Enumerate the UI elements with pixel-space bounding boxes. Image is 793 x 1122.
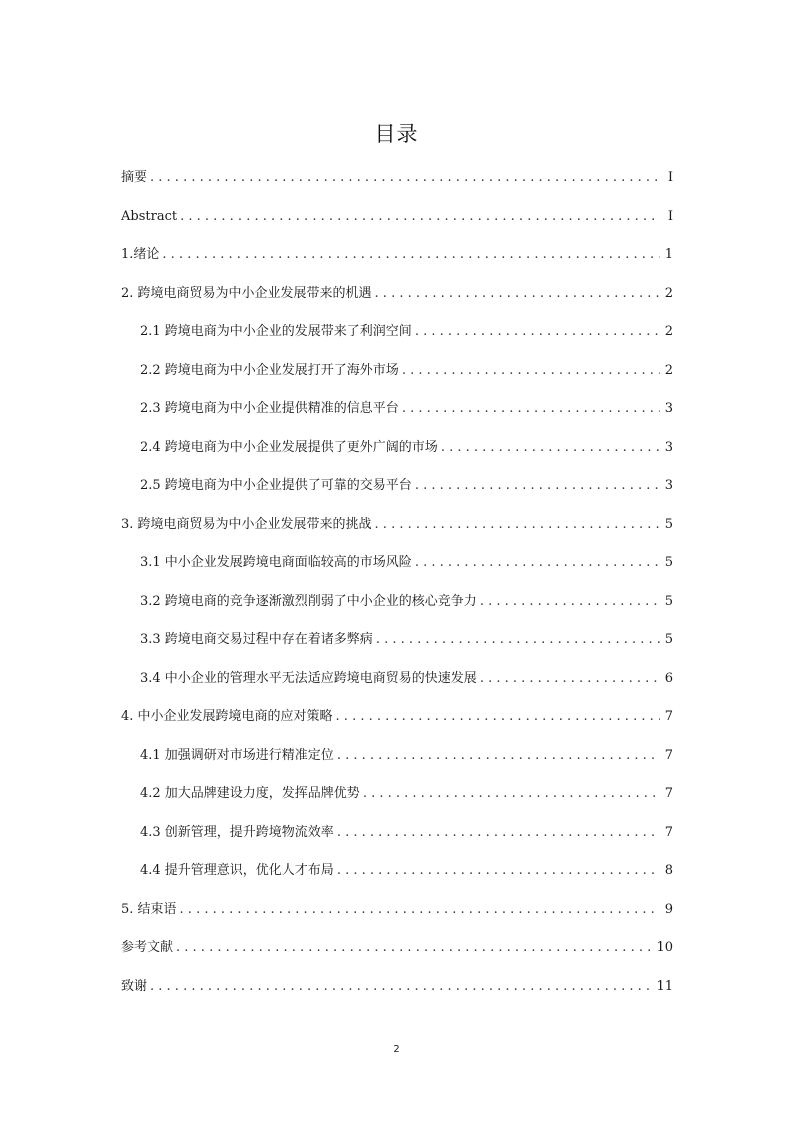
toc-leader-dots	[150, 972, 653, 1002]
toc-entry-label: 5. 结束语	[121, 901, 177, 917]
toc-leader-dots	[180, 202, 660, 232]
toc-leader-dots	[415, 471, 660, 501]
toc-entry-page: 7	[664, 709, 673, 724]
toc-entry-label: 3.2 跨境电商的竞争逐渐激烈削弱了中小企业的核心竞争力	[140, 593, 477, 609]
toc-entry-3[interactable]	[121, 510, 673, 549]
toc-title: 目录	[374, 122, 419, 146]
toc-entry-label: 4.3 创新管理，提升跨境物流效率	[140, 824, 334, 840]
toc-entry-label: 4. 中小企业发展跨境电商的应对策略	[121, 709, 333, 724]
table-of-contents	[121, 163, 673, 1010]
toc-entry-label: Abstract	[121, 208, 178, 224]
toc-entry-label: 摘要	[121, 170, 148, 185]
toc-entry-label: 2.3 跨境电商为中小企业提供精准的信息平台	[140, 401, 399, 416]
toc-leader-dots	[363, 779, 660, 809]
toc-entry-label: 2.1 跨境电商为中小企业的发展带来了利润空间	[140, 324, 412, 339]
toc-entry-page: 1	[664, 247, 673, 262]
toc-entry-page: 7	[664, 824, 673, 840]
toc-entry-4[interactable]	[121, 702, 673, 741]
toc-entry-page: 5	[664, 593, 673, 609]
toc-entry-label: 4.1 加强调研对市场进行精准定位	[140, 747, 334, 763]
toc-leader-dots	[415, 317, 660, 347]
toc-leader-dots	[441, 433, 660, 463]
toc-entry-2-2[interactable]	[121, 356, 673, 395]
toc-entry-label: 参考文献	[121, 940, 174, 955]
toc-entry-page: 9	[664, 901, 673, 917]
toc-leader-dots	[150, 163, 660, 193]
toc-leader-dots	[376, 625, 660, 655]
toc-entry-label: 2. 跨境电商贸易为中小企业发展带来的机遇	[121, 285, 372, 301]
toc-entry-1[interactable]	[121, 240, 673, 279]
toc-leader-dots	[402, 394, 660, 424]
toc-entry-page: 7	[664, 747, 673, 763]
toc-entry-page: 6	[664, 670, 673, 686]
toc-entry-2-3[interactable]	[121, 394, 673, 433]
toc-leader-dots	[336, 702, 660, 732]
toc-entry-page: 2	[664, 285, 673, 301]
toc-entry-4-2[interactable]	[121, 779, 673, 818]
toc-leader-dots	[415, 548, 660, 578]
toc-entry-2-1[interactable]	[121, 317, 673, 356]
toc-leader-dots	[375, 279, 660, 309]
toc-entry-page: 8	[664, 863, 673, 878]
toc-entry-page: I	[667, 208, 673, 224]
toc-entry-label: 4.2 加大品牌建设力度，发挥品牌优势	[140, 786, 360, 801]
toc-entry-3-1[interactable]	[121, 548, 673, 587]
toc-entry-label: 1.绪论	[121, 247, 160, 262]
toc-leader-dots	[402, 356, 660, 386]
toc-entry-abstract-en[interactable]	[121, 202, 673, 241]
toc-entry-label: 2.2 跨境电商为中小企业发展打开了海外市场	[140, 362, 399, 378]
toc-entry-2-5[interactable]	[121, 471, 673, 510]
toc-entry-references[interactable]	[121, 933, 673, 972]
toc-entry-page: 11	[656, 978, 673, 994]
toc-entry-page: 10	[656, 940, 673, 955]
toc-entry-3-4[interactable]	[121, 664, 673, 703]
toc-leader-dots	[480, 664, 660, 694]
toc-entry-page: 5	[664, 632, 673, 647]
toc-leader-dots	[162, 240, 660, 270]
toc-entry-page: 2	[664, 362, 673, 378]
toc-entry-page: 5	[664, 516, 673, 532]
toc-entry-label: 3.3 跨境电商交易过程中存在着诸多弊病	[140, 632, 373, 647]
toc-entry-4-4[interactable]	[121, 856, 673, 895]
toc-entry-page: 7	[664, 786, 673, 801]
toc-entry-label: 4.4 提升管理意识，优化人才布局	[140, 863, 334, 878]
toc-entry-label: 2.5 跨境电商为中小企业提供了可靠的交易平台	[140, 478, 412, 493]
toc-entry-label: 3.1 中小企业发展跨境电商面临较高的市场风险	[140, 555, 412, 570]
toc-entry-4-1[interactable]	[121, 741, 673, 780]
toc-entry-label: 3.4 中小企业的管理水平无法适应跨境电商贸易的快速发展	[140, 670, 477, 686]
toc-entry-3-3[interactable]	[121, 625, 673, 664]
toc-entry-2-4[interactable]	[121, 433, 673, 472]
toc-entry-label: 致谢	[121, 978, 148, 994]
toc-entry-page: 3	[664, 478, 673, 493]
toc-entry-acknowledgements[interactable]	[121, 972, 673, 1011]
toc-leader-dots	[337, 818, 660, 848]
toc-leader-dots	[375, 510, 660, 540]
toc-entry-page: I	[667, 170, 673, 185]
toc-entry-2[interactable]	[121, 279, 673, 318]
toc-leader-dots	[180, 895, 660, 925]
toc-entry-page: 3	[664, 439, 673, 455]
page-number: 2	[393, 1044, 400, 1055]
toc-entry-page: 2	[664, 324, 673, 339]
toc-entry-5[interactable]	[121, 895, 673, 934]
toc-leader-dots	[337, 856, 660, 886]
toc-entry-label: 2.4 跨境电商为中小企业发展提供了更外广阔的市场	[140, 439, 438, 455]
toc-entry-label: 3. 跨境电商贸易为中小企业发展带来的挑战	[121, 516, 372, 532]
toc-leader-dots	[480, 587, 660, 617]
toc-entry-3-2[interactable]	[121, 587, 673, 626]
toc-leader-dots	[337, 741, 660, 771]
toc-entry-abstract-cn[interactable]	[121, 163, 673, 202]
toc-entry-4-3[interactable]	[121, 818, 673, 857]
toc-entry-page: 5	[664, 555, 673, 570]
toc-entry-page: 3	[664, 401, 673, 416]
toc-leader-dots	[176, 933, 653, 963]
